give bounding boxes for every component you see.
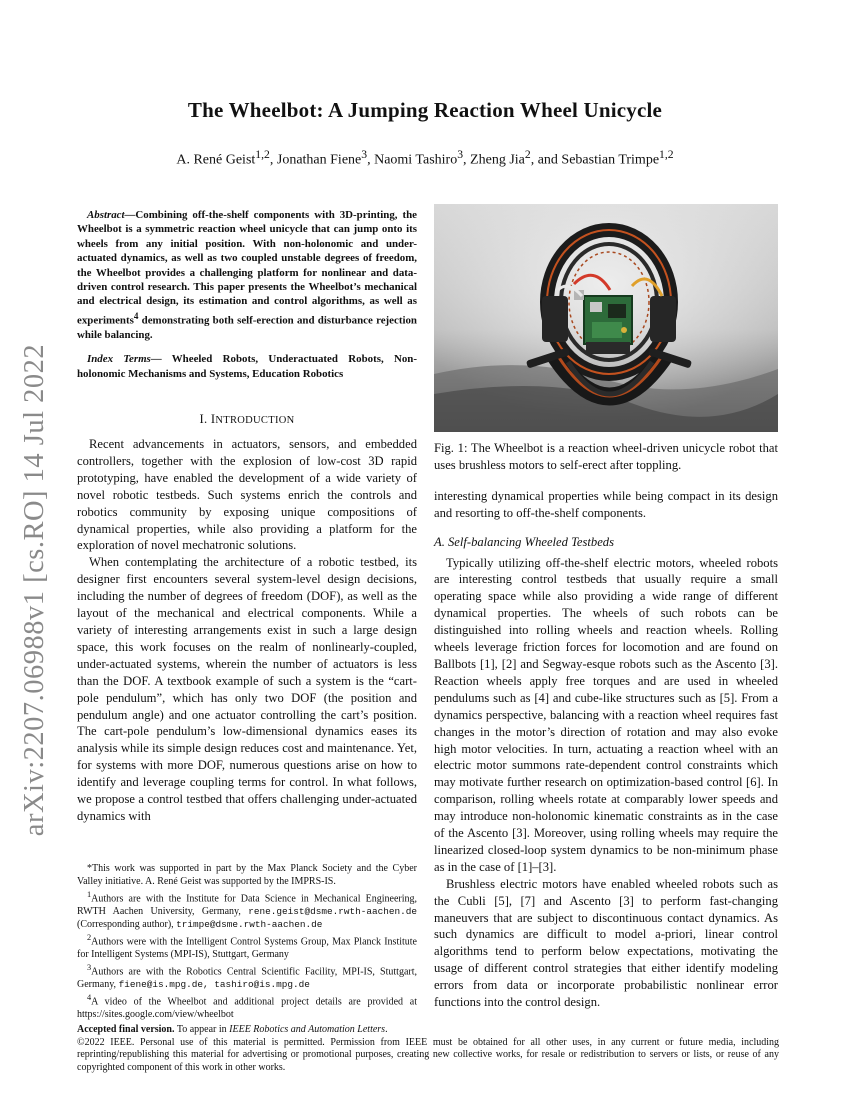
footnote-funding: *This work was supported in part by the Max Planck Society and the Cyber Valley initiative. A. René Geist was supported by the IMPRS-IS. <box>77 863 417 887</box>
accepted-end: . <box>385 1024 388 1035</box>
author-affiliation: 3 <box>457 148 464 161</box>
author-name: Naomi Tashiro <box>374 152 458 168</box>
body-paragraph: Typically utilizing off-the-shelf electric motors, wheeled robots are interesting control testbeds that usually require a small operating space while also providing a wide range of different dynamical properties. The wheels of such robots can be distinguished into rolling wheels and reaction wheels. Rolling wheels leverage friction forces for locomotion and are found on Ballbots [1], [2] and Segway-esque robots such as the Ascento [3]. Reaction wheels apply free torques and are used in wheeled pendulums such as [4] and cube-like structures such as [5]. From a dynamics perspective, balancing with a reaction wheel requires fast changes in the motor’s direction of rotation and may also evoke high motor velocities. In turn, actuating a reaction wheel with an electric motor summons rate-dependent control constraints which may motivate further research on optimization-based control [6]. In comparison, rolling wheels rotate at comparably lower speeds and may introduce non-holonomic kinematic constraints as in the case of the Ascento [3]. Moreover, using rolling wheels may require the linearized closed-loop system dynamics to be non-minimum phase as in the case of [1]–[3]. <box>434 555 778 874</box>
arxiv-side-identifier <box>12 90 58 1090</box>
author-separator: , <box>367 152 375 168</box>
accepted-label: Accepted final version. <box>77 1024 175 1035</box>
arxiv-id-text: arXiv:2207.06988v1 [cs.RO] 14 Jul 2022 <box>19 343 50 837</box>
index-terms-dash: — <box>150 353 162 366</box>
copyright-notice: ©2022 IEEE. Personal use of this material is permitted. Permission from IEEE must be obtained for all other uses, in any current or future media, including reprinting/republishing this material for advertising or promotional purposes, creating new collective works, for resale or redistribution to servers or lists, or reuse of any copyrighted component of this work in other works. <box>77 1036 779 1073</box>
email-link[interactable]: fiene@is.mpg.de, tashiro@is.mpg.de <box>118 979 310 991</box>
journal-name: IEEE Robotics and Automation Letters <box>229 1024 386 1035</box>
author-affiliation: 1,2 <box>255 148 270 161</box>
author-affiliation: 2 <box>524 148 531 161</box>
author-name: Zheng Jia <box>470 152 525 168</box>
right-column <box>434 208 778 1011</box>
footnote-text: Authors were with the Intelligent Control Systems Group, Max Planck Institute for Intelligent Systems (MPI-IS), Stuttgart, Germany <box>77 936 417 961</box>
wheelbot-photo <box>434 204 778 432</box>
publication-notice <box>77 1024 779 1074</box>
author-separator: , <box>269 152 277 168</box>
body-paragraph: When contemplating the architecture of a robotic testbed, its designer first encounters several system-level design decisions, including the number of degrees of freedom (DOF), as well as the layout of the mechanical and electrical components. While a variety of interesting arrangements exist in such a large design space, this work focuses on the realm of nonlinearly-coupled, under-actuated systems, wherein the number of actuators is less than the DOF. A textbook example of such a system is the “cart-pole pendulum”, which has only two DOF (the position and pendulum angle) and one actuator controlling the cart’s position. The cart-pole pendulum’s low-dimensional dynamics eases its analysis while its simple design reduces cost and maintenance. Yet, for systems with more DOF, numerous questions arise on how to identify and leverage coupling terms for control. In what follows, we propose a control testbed that offers challenging under-actuated dynamics with <box>77 555 417 823</box>
footnote-marker: 1 <box>87 889 92 899</box>
index-terms-label: Index Terms <box>87 353 151 366</box>
accepted-notice <box>77 1024 779 1037</box>
abstract-dash: — <box>124 209 136 221</box>
author-affiliation: 1,2 <box>659 148 674 161</box>
footnote-marker: 2 <box>87 932 92 942</box>
footnote-text: (Corresponding author), <box>77 918 177 930</box>
footnote-1 <box>77 889 417 932</box>
footnotes <box>77 863 417 1022</box>
section-heading-introduction <box>77 411 417 430</box>
footnote-text: Authors are with the Institute for Data Science in Mechanical Engineering, RWTH Aachen University, Germany, <box>77 893 417 918</box>
abstract <box>77 208 417 342</box>
abstract-footnote-marker: 4 <box>133 310 139 321</box>
index-terms-text: Wheeled Robots, Underactuated Robots, Non-holonomic Mechanisms and Systems, Education Robotics <box>77 353 417 380</box>
abstract-text: Combining off-the-shelf components with 3D-printing, the Wheelbot is a symmetric reaction wheel unicycle that can jump onto its wheels from any initial position. With non-holonomic and under-actuated dynamics, as well as two coupled unstable degrees of freedom, the Wheelbot provides a challenging platform for nonlinear and data-driven control research. This paper presents the Wheelbot’s mechanical and electrical design, its estimation and control algorithms, as well as experiments <box>77 209 417 327</box>
wheelbot-robot-illustration <box>434 204 778 432</box>
section-number: I. <box>199 412 211 427</box>
footnote-4 <box>77 992 417 1022</box>
body-paragraph: Brushless electric motors have enabled wheeled robots such as the Cubli [5], [7] and Ascento [3] to perform fast-changing maneuvers that are subject to discontinuous contact dynamics. As such dynamics are difficult to model a-priori, linear control algorithms tend to perform below expectations, motivating the usage of different control strategies that either identify modeling errors from data or incorporate probabilistic nonlinear error functions into the control design. <box>434 876 778 1010</box>
body-paragraph: Recent advancements in actuators, sensors, and embedded controllers, together with the explosion of low-cost 3D rapid prototyping, have enabled the development of a wide variety of novel robotic testbeds. Such systems enrich the controls and robotics community by exposing unique compositions of dynamical properties, while also providing a platform for the exploration of novel mechatronic solutions. <box>77 437 417 553</box>
body-paragraph-continuation: interesting dynamical properties while being compact in its design and resorting to off-the-shelf components. <box>434 488 778 520</box>
left-column <box>77 208 417 825</box>
author-affiliation: 3 <box>361 148 368 161</box>
footnote-3 <box>77 962 417 992</box>
accepted-text: To appear in <box>174 1024 230 1035</box>
figure-caption: Fig. 1: The Wheelbot is a reaction wheel-driven unicycle robot that uses brushless motors to self-erect after toppling. <box>434 441 778 472</box>
index-terms <box>77 352 417 381</box>
paper-title: The Wheelbot: A Jumping Reaction Wheel Unicycle <box>187 98 663 122</box>
author-separator: , and <box>530 152 562 168</box>
email-link[interactable]: rene.geist@dsme.rwth-aachen.de <box>248 906 418 918</box>
section-title-rest: NTRODUCTION <box>215 415 295 427</box>
author-list <box>0 148 850 169</box>
footnote-marker: 4 <box>87 993 92 1003</box>
author-name: Jonathan Fiene <box>276 152 362 168</box>
abstract-label: Abstract <box>87 209 125 221</box>
section-title-initial: I <box>210 412 216 427</box>
footnote-marker: 3 <box>87 963 92 972</box>
subsection-heading: A. Self-balancing Wheeled Testbeds <box>434 534 615 549</box>
email-link[interactable]: trimpe@dsme.rwth-aachen.de <box>176 918 323 930</box>
abstract-text-end: demonstrating both self-erection and disturbance rejection while balancing. <box>77 314 417 341</box>
footnote-2 <box>77 932 417 962</box>
author-separator: , <box>463 152 471 168</box>
author-name: Sebastian Trimpe <box>561 152 660 168</box>
author-name: A. René Geist <box>176 152 256 168</box>
footnote-text: A video of the Wheelbot and additional project details are provided at https://sites.google.com/view/wheelbot <box>77 996 417 1021</box>
footnote-text: Authors are with the Robotics Central Scientific Facility, MPI-IS, Stuttgart, Germany, <box>77 966 417 991</box>
